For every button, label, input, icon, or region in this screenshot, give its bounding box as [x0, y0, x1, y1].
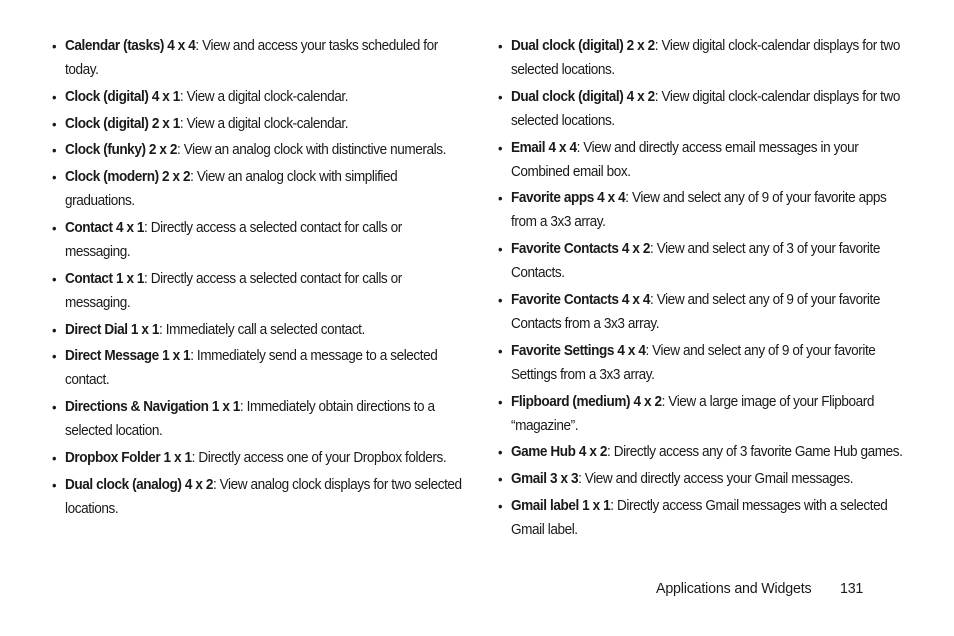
bullet: • [498, 38, 503, 54]
item-term: Favorite apps 4 x 4 [511, 190, 626, 207]
item-desc: : Immediately obtain directions to a selected location. [65, 399, 435, 440]
list-item [52, 216, 463, 264]
list-item [52, 446, 463, 470]
bullet: • [52, 88, 57, 105]
item-desc: : View and select any of 9 of your favorite Contacts from a 3x3 array. [511, 291, 880, 332]
bullet: • [52, 115, 57, 132]
bullet: • [498, 444, 503, 461]
item-term: Clock (digital) 2 x 1 [65, 115, 180, 132]
list-item [498, 34, 913, 82]
item-term: Favorite Contacts 4 x 4 [511, 291, 650, 308]
item-term: Clock (funky) 2 x 2 [65, 142, 177, 159]
bullet: • [498, 393, 503, 410]
item-desc: : Immediately call a selected contact. [159, 321, 365, 338]
item-term: Clock (digital) 4 x 1 [65, 88, 180, 105]
item-desc: : View and access your tasks scheduled for today. [65, 38, 438, 78]
list-item [498, 390, 913, 438]
bullet: • [52, 219, 57, 236]
list-item [498, 494, 913, 542]
bullet: • [52, 449, 57, 466]
item-desc: : View a large image of your Flipboard “magazine”. [511, 393, 875, 434]
bullet: • [52, 169, 57, 186]
item-desc: : View a digital clock-calendar. [179, 88, 349, 105]
item-term: Dual clock (digital) 4 x 2 [511, 88, 655, 105]
item-desc: : View and directly access email messages in your Combined email box. [511, 139, 859, 180]
item-desc: : View digital clock-calendar displays for two selected locations. [511, 38, 901, 78]
item-desc: : View and directly access your Gmail messages. [578, 471, 854, 488]
item-desc: : Immediately send a message to a selected contact. [65, 348, 438, 389]
item-desc: : Directly access any of 3 favorite Game Hub games. [606, 444, 903, 461]
item-term: Gmail label 1 x 1 [511, 497, 611, 514]
bullet: • [52, 321, 57, 338]
item-desc: : View and select any of 3 of your favorite Contacts. [511, 241, 880, 282]
bullet: • [498, 190, 503, 207]
list-item [52, 34, 463, 82]
list-item [52, 85, 463, 109]
item-desc: : View analog clock displays for two selected locations. [65, 476, 462, 517]
list-item [52, 267, 463, 315]
bullet: • [52, 270, 57, 287]
bullet: • [498, 139, 503, 156]
bullet: • [498, 497, 503, 514]
item-desc: : Directly access Gmail messages with a selected Gmail label. [511, 497, 888, 538]
item-term: Direct Message 1 x 1 [65, 348, 191, 365]
page-footer [656, 578, 863, 600]
list-item [52, 138, 463, 162]
page-number: 131 [839, 580, 864, 597]
item-term: Dual clock (analog) 4 x 2 [65, 476, 213, 493]
item-term: Dropbox Folder 1 x 1 [65, 449, 192, 466]
footer-section-title: Applications and Widgets [656, 580, 812, 597]
left-column [52, 34, 462, 524]
list-item [498, 339, 913, 387]
item-term: Clock (modern) 2 x 2 [65, 169, 191, 186]
bullet: • [52, 142, 57, 159]
list-item [498, 186, 913, 234]
bullet: • [498, 342, 503, 359]
item-desc: : View an analog clock with simplified graduations. [65, 169, 398, 210]
item-desc: : View an analog clock with distinctive numerals. [176, 142, 446, 159]
item-term: Gmail 3 x 3 [511, 471, 579, 488]
list-item [498, 440, 913, 464]
list-item [52, 318, 463, 342]
list-item [52, 473, 463, 521]
list-item [498, 136, 913, 184]
item-desc: : View and select any of 9 of your favorite Settings from a 3x3 array. [511, 342, 876, 383]
list-item [498, 467, 913, 491]
list-item [52, 165, 463, 213]
list-item [52, 395, 463, 443]
item-term: Contact 1 x 1 [65, 270, 145, 287]
item-term: Email 4 x 4 [511, 139, 577, 156]
list-item [52, 344, 463, 392]
item-term: Contact 4 x 1 [65, 219, 145, 236]
item-desc: : Directly access a selected contact for calls or messaging. [65, 270, 402, 311]
item-term: Direct Dial 1 x 1 [65, 321, 160, 338]
item-term: Flipboard (medium) 4 x 2 [511, 393, 662, 410]
item-desc: : View and select any of 9 of your favorite apps from a 3x3 array. [511, 190, 887, 231]
list-item [498, 288, 913, 336]
bullet: • [498, 88, 503, 105]
list-item [52, 112, 463, 136]
list-item [498, 237, 913, 285]
bullet: • [498, 471, 503, 488]
item-term: Dual clock (digital) 2 x 2 [511, 38, 655, 54]
item-term: Favorite Contacts 4 x 2 [511, 241, 650, 258]
right-column [498, 34, 902, 545]
bullet: • [52, 476, 57, 493]
bullet: • [498, 291, 503, 308]
item-desc: : Directly access a selected contact for calls or messaging. [65, 219, 402, 260]
item-term: Favorite Settings 4 x 4 [511, 342, 646, 359]
bullet: • [52, 38, 57, 54]
item-desc: : View digital clock-calendar displays for two selected locations. [511, 88, 901, 129]
item-term: Directions & Navigation 1 x 1 [65, 399, 240, 416]
list-item [498, 85, 913, 133]
item-term: Game Hub 4 x 2 [511, 444, 607, 461]
item-desc: : Directly access one of your Dropbox folders. [191, 449, 447, 466]
item-desc: : View a digital clock-calendar. [179, 115, 349, 132]
bullet: • [498, 241, 503, 258]
bullet: • [52, 399, 57, 416]
item-term: Calendar (tasks) 4 x 4 [65, 38, 196, 54]
bullet: • [52, 348, 57, 365]
